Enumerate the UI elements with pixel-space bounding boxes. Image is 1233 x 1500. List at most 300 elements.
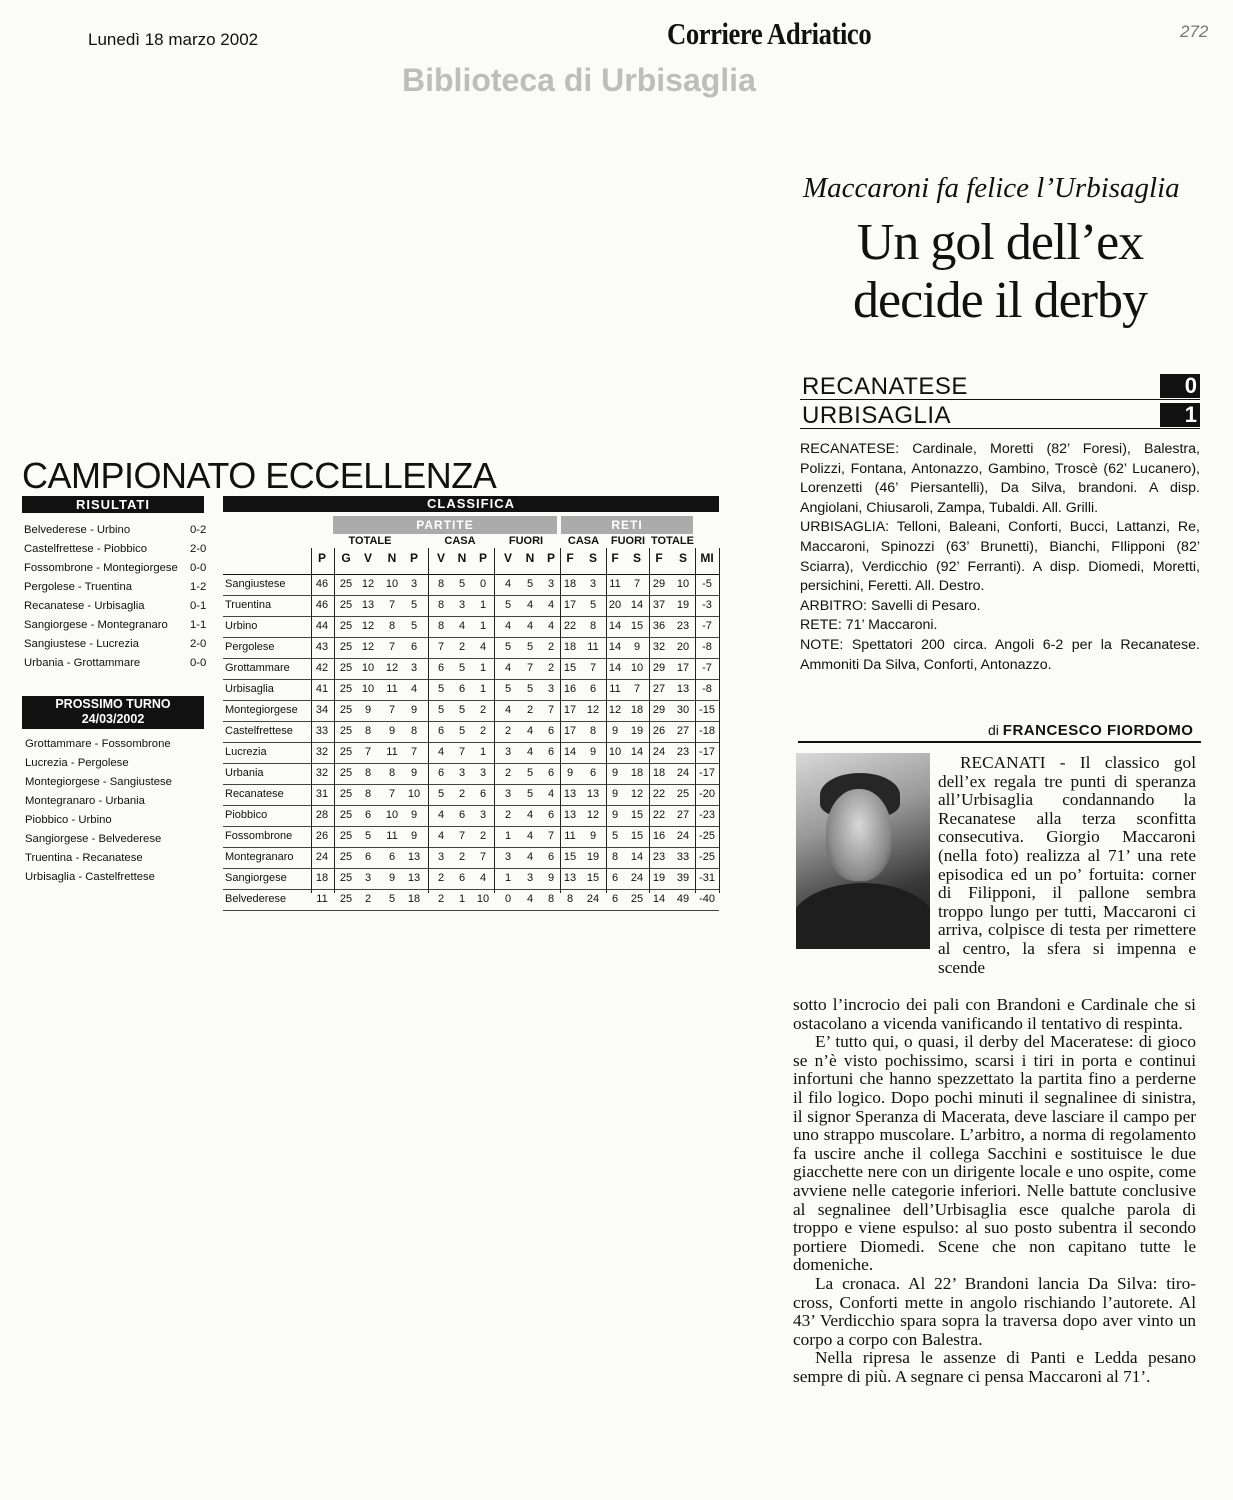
standings-cell: 5 (611, 830, 619, 842)
team-name: Urbania (225, 767, 264, 779)
risultati-list (22, 522, 207, 674)
standings-cell: 13 (361, 599, 375, 611)
standings-cell: 9 (611, 767, 619, 779)
risultato-row (22, 560, 207, 579)
standings-cell: -20 (699, 788, 715, 800)
column-header: P (478, 551, 487, 565)
standings-cell: 2 (437, 893, 445, 905)
standings-cell: 24 (586, 893, 600, 905)
campionato-title: CAMPIONATO ECCELLENZA (22, 455, 497, 496)
standings-cell: 9 (611, 809, 619, 821)
risultato-score: 0-2 (190, 524, 207, 536)
article-byline (988, 722, 1193, 739)
byline-prefix: di (988, 722, 999, 738)
column-divider (428, 548, 429, 893)
standings-cell: 4 (526, 851, 534, 863)
standings-cell: 17 (563, 725, 577, 737)
column-header: V (363, 551, 372, 565)
standings-cell: 8 (388, 620, 396, 632)
standings-cell: 13 (676, 683, 690, 695)
risultato-match: Castelfrettese - Piobbico (24, 543, 148, 555)
column-header: S (588, 551, 597, 565)
risultato-match: Fossombrone - Montegiorgese (24, 562, 178, 574)
standings-cell: 24 (315, 851, 329, 863)
standings-cell: 9 (410, 704, 418, 716)
standings-cell: 5 (526, 767, 534, 779)
standings-cell: 5 (526, 641, 534, 653)
standings-cell: 8 (364, 767, 372, 779)
column-divider (649, 548, 650, 893)
standings-cell: -8 (702, 683, 712, 695)
column-divider (695, 548, 696, 893)
standings-cell: 25 (339, 830, 353, 842)
standings-cell: 24 (676, 767, 690, 779)
standings-cell: 6 (547, 851, 555, 863)
standings-cell: 4 (547, 620, 555, 632)
standings-cell: 15 (586, 872, 600, 884)
standings-cell: 14 (608, 641, 622, 653)
standings-cell: 2 (364, 893, 372, 905)
prossimo-match: Truentina - Recanatese (25, 852, 143, 864)
standings-cell: 7 (410, 746, 418, 758)
standings-cell: 10 (385, 809, 399, 821)
standings-cell: 18 (652, 767, 666, 779)
team-name: Fossombrone (225, 830, 293, 842)
standings-cell: -25 (699, 830, 715, 842)
article-kicker: Maccaroni fa felice l’Urbisaglia (803, 172, 1180, 204)
standings-cell: 25 (339, 620, 353, 632)
score-row-home (800, 372, 1200, 400)
standings-cell: 43 (315, 641, 329, 653)
column-header: N (457, 551, 467, 565)
standings-cell: 7 (547, 704, 555, 716)
standings-cell: 4 (504, 662, 512, 674)
standings-cell: 6 (388, 851, 396, 863)
standings-cell: 25 (339, 872, 353, 884)
risultato-row (22, 541, 207, 560)
prossimo-match: Sangiorgese - Belvederese (25, 833, 162, 845)
standings-cell: 4 (437, 809, 445, 821)
standings-cell: 25 (339, 704, 353, 716)
standings-cell: 25 (339, 578, 353, 590)
standings-cell: 8 (364, 788, 372, 800)
standings-cell: 11 (564, 830, 576, 842)
standings-row (223, 890, 719, 911)
column-divider (606, 548, 607, 893)
standings-row (223, 869, 719, 890)
standings-cell: 6 (547, 746, 555, 758)
subheader-fuori: FUORI (508, 535, 544, 547)
standings-cell: 46 (315, 578, 329, 590)
classifica-table (223, 574, 719, 911)
standings-cell: 8 (364, 725, 372, 737)
standings-cell: 14 (630, 599, 644, 611)
standings-cell: 5 (410, 599, 418, 611)
byline-author: FRANCESCO FIORDOMO (1002, 722, 1194, 739)
column-header: N (525, 551, 535, 565)
classifica-header: CLASSIFICA (223, 496, 719, 512)
standings-cell: 7 (388, 599, 396, 611)
standings-cell: 25 (339, 893, 353, 905)
risultato-score: 1-2 (190, 581, 207, 593)
standings-cell: 7 (589, 662, 597, 674)
standings-cell: 7 (526, 662, 534, 674)
standings-cell: 10 (361, 662, 375, 674)
standings-cell: 18 (407, 893, 421, 905)
standings-cell: -7 (702, 662, 712, 674)
standings-cell: 6 (611, 872, 619, 884)
prossimo-turno-header (22, 696, 204, 729)
standings-cell: -18 (699, 725, 715, 737)
standings-cell: -7 (702, 620, 712, 632)
standings-cell: 3 (479, 809, 487, 821)
standings-cell: 25 (339, 851, 353, 863)
notes-line: NOTE: Spettatori 200 circa. Angoli 6-2 per la Recanatese. Ammoniti Da Silva, Conforti, Antonazzo. (800, 636, 1200, 673)
standings-cell: -15 (699, 704, 715, 716)
standings-cell: -40 (699, 893, 715, 905)
subheader-reti-totale: TOTALE (651, 535, 694, 547)
standings-cell: 4 (526, 746, 534, 758)
standings-cell: 27 (676, 725, 690, 737)
article-paragraph-2: E’ tutto qui, o quasi, il derby del Maceratese: di gioco se n’è visto pochissimo, scarsi i tiri in porta e continui infortuni che hanno spezzettato la partita fino a perderne il filo logico. Dopo pochi minuti il segnalinee di sinistra, il signor Speranza di Macerata, deve lasciare il campo per uno strappo muscolare. L’arbitro, a norma di regolamento fa uscire anche il collega Sacchini e sostituisce le due giacchette nere con un dirigente locale e uno ospite, come avviene nelle categorie inferiori. Nelle battute conclusive al segnalinee dell’Urbisaglia esce qualche parola di troppo e viene espulso: al suo posto subentra il secondo portiere Diomedi. Scene che non capitano tutte le domeniche. (793, 1032, 1196, 1275)
prossimo-turno-label: PROSSIMO TURNO (55, 697, 171, 711)
standings-cell: 25 (339, 788, 353, 800)
standings-cell: 8 (589, 620, 597, 632)
standings-cell: 5 (410, 620, 418, 632)
risultato-row (22, 522, 207, 541)
standings-cell: 11 (609, 578, 621, 590)
team-name: Truentina (225, 599, 272, 611)
standings-cell: 4 (504, 620, 512, 632)
standings-cell: 3 (437, 851, 445, 863)
standings-cell: 22 (652, 809, 666, 821)
standings-cell: -17 (699, 746, 715, 758)
match-formations (800, 440, 1200, 675)
standings-cell: 25 (339, 767, 353, 779)
standings-cell: 12 (586, 809, 600, 821)
column-divider (719, 548, 720, 893)
standings-cell: 15 (630, 620, 644, 632)
standings-cell: 1 (479, 599, 487, 611)
photo-shoulders (796, 883, 930, 949)
standings-cell: 3 (504, 788, 512, 800)
column-header: S (632, 551, 641, 565)
standings-row (223, 827, 719, 848)
prossimo-match: Grottammare - Fossombrone (25, 738, 171, 750)
standings-cell: 8 (410, 725, 418, 737)
reti-group-header: RETI (561, 516, 693, 534)
risultato-row (22, 636, 207, 655)
standings-cell: -5 (702, 578, 712, 590)
standings-cell: 12 (361, 641, 375, 653)
article-paragraph-1-start: RECANATI - Il classico gol dell’ex regala tre punti di speranza all’Urbisaglia condannando la Recanatese alla terza sconfitta consecutiva. Giorgio Maccaroni (nella foto) realizza al 71’ una rete episodica ed un po’ fortuita: corner di Filipponi, il pallone sembra troppo lungo per tutti, Maccaroni ci arriva, colpisce di testa per rimettere al centro, la sfera si impenna e scende (938, 753, 1196, 977)
standings-cell: 6 (547, 767, 555, 779)
column-header: N (387, 551, 397, 565)
standings-cell: 49 (676, 893, 690, 905)
standings-cell: 7 (547, 830, 555, 842)
standings-cell: 10 (407, 788, 421, 800)
subheader-reti-casa: CASA (567, 535, 600, 547)
standings-cell: 11 (386, 683, 398, 695)
column-header: G (341, 551, 351, 565)
column-header: F (611, 551, 619, 565)
standings-cell: 3 (458, 767, 466, 779)
standings-cell: 6 (437, 662, 445, 674)
standings-cell: 1 (479, 662, 487, 674)
standings-cell: 1 (479, 683, 487, 695)
risultati-header: RISULTATI (22, 496, 204, 513)
standings-cell: 12 (361, 578, 375, 590)
standings-cell: 16 (563, 683, 577, 695)
risultato-score: 2-0 (190, 638, 207, 650)
standings-cell: 0 (479, 578, 487, 590)
standings-cell: 29 (652, 578, 666, 590)
standings-cell: 4 (504, 578, 512, 590)
standings-cell: 16 (652, 830, 666, 842)
standings-cell: 3 (458, 599, 466, 611)
photo-face (826, 789, 892, 881)
standings-cell: 3 (479, 767, 487, 779)
standings-cell: 8 (566, 893, 574, 905)
formation-urbisaglia: URBISAGLIA: Telloni, Baleani, Conforti, Bucci, Lattanzi, Re, Maccaroni, Spinozzi (63’ Brunetti), Bianchi, FIlipponi (82’ Sciarra), Verdicchio (92’ Ferranti). A disp. Diomedi, Moretti, persichini, Feretti. All. Destro. (800, 519, 1200, 595)
standings-cell: 19 (676, 599, 690, 611)
standings-cell: 23 (676, 746, 690, 758)
standings-cell: 32 (652, 641, 666, 653)
standings-cell: 3 (410, 662, 418, 674)
standings-cell: 31 (315, 788, 329, 800)
standings-cell: 9 (566, 767, 574, 779)
standings-cell: 13 (407, 851, 421, 863)
standings-cell: 23 (676, 620, 690, 632)
column-header: V (436, 551, 445, 565)
standings-cell: 3 (364, 872, 372, 884)
standings-cell: -8 (702, 641, 712, 653)
risultato-score: 0-1 (190, 600, 207, 612)
standings-cell: 15 (563, 662, 577, 674)
team-name: Urbisaglia (225, 683, 274, 695)
standings-cell: 9 (410, 767, 418, 779)
article-paragraph-4: Nella ripresa le assenze di Panti e Ledda pesano sempre di più. A segnare ci pensa Maccaroni al 71’. (793, 1348, 1196, 1386)
standings-cell: 4 (410, 683, 418, 695)
column-header: V (503, 551, 512, 565)
column-header: F (655, 551, 663, 565)
standings-cell: 15 (630, 809, 644, 821)
standings-cell: 18 (563, 578, 577, 590)
standings-cell: 19 (630, 725, 644, 737)
standings-cell: 42 (315, 662, 329, 674)
standings-cell: 6 (437, 725, 445, 737)
column-header: MI (700, 551, 714, 565)
prossimo-match: Montegiorgese - Sangiustese (25, 776, 172, 788)
standings-cell: 5 (437, 683, 445, 695)
home-score: 0 (1160, 374, 1200, 398)
standings-row (223, 680, 719, 701)
standings-cell: 7 (479, 851, 487, 863)
score-row-away (800, 401, 1200, 429)
standings-cell: 44 (315, 620, 329, 632)
risultato-row (22, 655, 207, 674)
standings-cell: 2 (504, 725, 512, 737)
standings-cell: 19 (652, 872, 666, 884)
risultato-row (22, 579, 207, 598)
standings-cell: 2 (479, 725, 487, 737)
standings-cell: 29 (652, 704, 666, 716)
prossimo-turno-list (22, 738, 207, 890)
standings-cell: 14 (652, 893, 666, 905)
standings-row (223, 659, 719, 680)
standings-row (223, 596, 719, 617)
standings-cell: 14 (608, 662, 622, 674)
risultato-match: Sangiustese - Lucrezia (24, 638, 139, 650)
team-name: Pergolese (225, 641, 275, 653)
subheader-casa: CASA (444, 535, 476, 547)
standings-cell: 6 (364, 809, 372, 821)
standings-cell: 4 (504, 704, 512, 716)
standings-row (223, 848, 719, 869)
standings-cell: 3 (589, 578, 597, 590)
standings-cell: -25 (699, 851, 715, 863)
standings-cell: 37 (652, 599, 666, 611)
standings-cell: 12 (586, 704, 600, 716)
issue-date: Lunedì 18 marzo 2002 (88, 30, 259, 49)
standings-cell: 25 (630, 893, 644, 905)
standings-cell: 7 (633, 578, 641, 590)
standings-cell: 1 (479, 746, 487, 758)
standings-cell: 17 (676, 662, 690, 674)
column-header: F (566, 551, 574, 565)
standings-cell: -3 (702, 599, 712, 611)
standings-cell: 33 (315, 725, 329, 737)
standings-cell: 3 (526, 872, 534, 884)
standings-cell: 17 (563, 599, 577, 611)
risultato-row (22, 598, 207, 617)
standings-cell: 30 (676, 704, 690, 716)
standings-cell: 8 (437, 599, 445, 611)
standings-cell: 5 (458, 725, 466, 737)
column-divider (334, 548, 335, 893)
standings-cell: 3 (504, 851, 512, 863)
standings-cell: 7 (458, 746, 466, 758)
team-name: Piobbico (225, 809, 268, 821)
risultato-match: Recanatese - Urbisaglia (24, 600, 145, 612)
standings-cell: 36 (652, 620, 666, 632)
standings-cell: 6 (437, 767, 445, 779)
standings-cell: 18 (630, 704, 644, 716)
standings-row (223, 785, 719, 806)
column-divider (311, 548, 312, 893)
prossimo-match: Lucrezia - Pergolese (25, 757, 129, 769)
standings-cell: 5 (589, 599, 597, 611)
standings-cell: 2 (479, 830, 487, 842)
player-photo (796, 753, 930, 949)
article-paragraph-1-end: sotto l’incrocio dei pali con Brandoni e Cardinale che si ostacolano a vicenda vanificando il tentativo di respinta. (793, 995, 1196, 1033)
standings-cell: 2 (479, 704, 487, 716)
standings-cell: 46 (315, 599, 329, 611)
standings-cell: 6 (547, 809, 555, 821)
standings-cell: 2 (547, 662, 555, 674)
standings-cell: 2 (437, 872, 445, 884)
column-header: S (678, 551, 687, 565)
standings-cell: 39 (676, 872, 690, 884)
standings-cell: 12 (608, 704, 622, 716)
standings-cell: 5 (458, 578, 466, 590)
risultato-match: Belvederese - Urbino (24, 524, 131, 536)
team-name: Urbino (225, 620, 258, 632)
away-score: 1 (1160, 403, 1200, 427)
standings-cell: 24 (676, 830, 690, 842)
standings-cell: 6 (611, 893, 619, 905)
standings-cell: 15 (630, 830, 644, 842)
standings-cell: 2 (458, 641, 466, 653)
standings-cell: 12 (630, 788, 644, 800)
standings-cell: 7 (388, 704, 396, 716)
column-header: P (546, 551, 555, 565)
standings-cell: 18 (315, 872, 329, 884)
standings-cell: 2 (526, 704, 534, 716)
standings-cell: 3 (410, 578, 418, 590)
standings-cell: 24 (652, 746, 666, 758)
standings-cell: 20 (608, 599, 622, 611)
risultato-score: 0-0 (190, 657, 207, 669)
standings-cell: 13 (563, 788, 577, 800)
prossimo-match: Piobbico - Urbino (25, 814, 112, 826)
standings-cell: 7 (437, 641, 445, 653)
standings-cell: 25 (339, 662, 353, 674)
standings-cell: 6 (458, 809, 466, 821)
team-name: Belvederese (225, 893, 287, 905)
standings-cell: 4 (526, 620, 534, 632)
column-divider (560, 548, 561, 893)
standings-cell: 6 (589, 767, 597, 779)
standings-cell: 11 (386, 746, 398, 758)
partite-group-header: PARTITE (333, 516, 557, 534)
standings-cell: 28 (315, 809, 329, 821)
standings-cell: 11 (587, 641, 599, 653)
standings-cell: 7 (458, 830, 466, 842)
standings-cell: 9 (410, 809, 418, 821)
home-team: RECANATESE (802, 373, 968, 400)
standings-cell: 26 (652, 725, 666, 737)
headline-line-2: decide il derby (853, 272, 1147, 329)
standings-cell: 7 (388, 788, 396, 800)
standings-cell: 6 (589, 683, 597, 695)
standings-cell: 5 (526, 683, 534, 695)
standings-cell: 20 (676, 641, 690, 653)
standings-cell: 10 (361, 683, 375, 695)
standings-cell: 8 (437, 578, 445, 590)
standings-cell: 32 (315, 746, 329, 758)
standings-cell: 7 (364, 746, 372, 758)
standings-cell: 4 (526, 599, 534, 611)
standings-cell: 5 (526, 788, 534, 800)
standings-cell: 10 (676, 578, 690, 590)
standings-cell: 5 (437, 704, 445, 716)
standings-cell: 5 (364, 830, 372, 842)
article-body-bottom (793, 996, 1196, 1386)
standings-cell: 9 (388, 725, 396, 737)
standings-cell: 25 (676, 788, 690, 800)
standings-cell: 3 (547, 683, 555, 695)
standings-cell: 8 (611, 851, 619, 863)
standings-cell: 7 (633, 683, 641, 695)
standings-cell: 29 (652, 662, 666, 674)
standings-cell: 7 (388, 641, 396, 653)
column-header: P (317, 551, 326, 565)
standings-cell: -31 (699, 872, 715, 884)
standings-cell: 10 (608, 746, 622, 758)
standings-cell: 4 (526, 893, 534, 905)
standings-cell: 11 (316, 893, 328, 905)
